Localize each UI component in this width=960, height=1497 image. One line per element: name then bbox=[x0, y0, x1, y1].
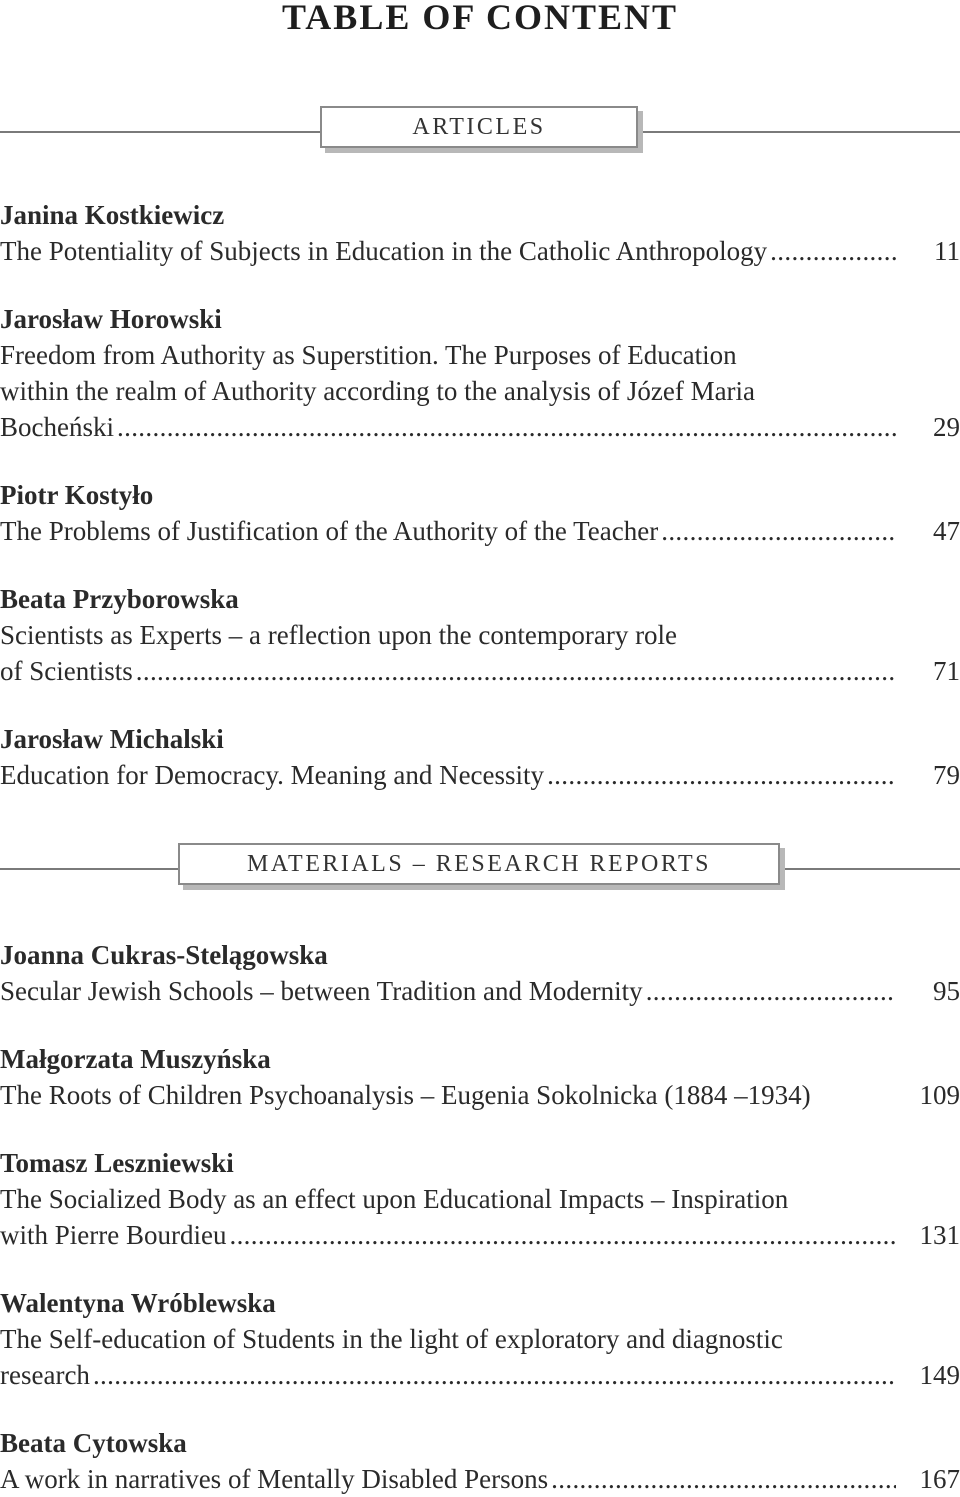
section-heading: MATERIALS – RESEARCH REPORTS bbox=[178, 843, 780, 885]
entry-author: Jarosław Horowski bbox=[0, 304, 222, 334]
page-number: 11 bbox=[934, 236, 960, 266]
entry-title-line: Freedom from Authority as Superstition. The Purposes of Education bbox=[0, 340, 737, 370]
entry-title-line: The Self-education of Students in the light of exploratory and diagnostic bbox=[0, 1324, 783, 1354]
toc-entry bbox=[0, 581, 960, 689]
entry-title: of Scientists bbox=[0, 656, 133, 686]
entry-title: Bocheński bbox=[0, 412, 114, 442]
entry-title-line bbox=[0, 653, 960, 689]
page-number: 131 bbox=[919, 1220, 960, 1250]
section-header-materials bbox=[0, 843, 960, 893]
dot-leader bbox=[93, 1357, 896, 1393]
entry-author: Beata Przyborowska bbox=[0, 584, 239, 614]
dot-leader bbox=[646, 973, 896, 1009]
page-number: 71 bbox=[933, 656, 960, 686]
entry-title-line: The Socialized Body as an effect upon Educational Impacts – Inspiration bbox=[0, 1184, 789, 1214]
dot-leader bbox=[229, 1217, 896, 1253]
dot-leader bbox=[547, 757, 896, 793]
section-heading: ARTICLES bbox=[320, 106, 638, 148]
toc-entry bbox=[0, 1145, 960, 1253]
section-header-articles bbox=[0, 106, 960, 156]
toc-entry bbox=[0, 721, 960, 793]
toc-entry bbox=[0, 477, 960, 549]
toc-entry bbox=[0, 1425, 960, 1497]
entry-author: Jarosław Michalski bbox=[0, 724, 224, 754]
page-number: 149 bbox=[919, 1360, 960, 1390]
page-number: 109 bbox=[919, 1080, 960, 1110]
page-title: TABLE OF CONTENT bbox=[281, 0, 679, 37]
entry-author: Janina Kostkiewicz bbox=[0, 200, 225, 230]
entry-title-line bbox=[0, 757, 960, 793]
entry-title: The Roots of Children Psychoanalysis – Eugenia Sokolnicka (1884 –1934) bbox=[0, 1080, 811, 1110]
toc-entry bbox=[0, 1041, 960, 1113]
entry-title-line bbox=[0, 513, 960, 549]
dot-leader bbox=[770, 233, 896, 269]
entry-title: research bbox=[0, 1360, 90, 1390]
page-number: 79 bbox=[933, 760, 960, 790]
entry-author: Tomasz Leszniewski bbox=[0, 1148, 234, 1178]
entry-title-line bbox=[0, 1077, 960, 1113]
entry-title: A work in narratives of Mentally Disabled Persons bbox=[0, 1464, 549, 1494]
entry-title: Secular Jewish Schools – between Tradition and Modernity bbox=[0, 976, 643, 1006]
entry-author: Joanna Cukras-Stelągowska bbox=[0, 940, 328, 970]
dot-leader bbox=[661, 513, 896, 549]
entry-author: Piotr Kostyło bbox=[0, 480, 154, 510]
entry-title-line bbox=[0, 1461, 960, 1497]
entry-title: Education for Democracy. Meaning and Necessity bbox=[0, 760, 545, 790]
toc-entry bbox=[0, 197, 960, 269]
page-number: 95 bbox=[933, 976, 960, 1006]
dot-leader bbox=[551, 1461, 896, 1497]
entry-title-line bbox=[0, 1357, 960, 1393]
entry-title: The Problems of Justification of the Authority of the Teacher bbox=[0, 516, 659, 546]
dot-leader bbox=[136, 653, 896, 689]
entry-title: The Potentiality of Subjects in Education in the Catholic Anthropology bbox=[0, 236, 768, 266]
dot-leader bbox=[117, 409, 896, 445]
entry-title: with Pierre Bourdieu bbox=[0, 1220, 227, 1250]
entry-title-line bbox=[0, 233, 960, 269]
page-number: 47 bbox=[933, 516, 960, 546]
entry-author: Małgorzata Muszyńska bbox=[0, 1044, 271, 1074]
page-number: 167 bbox=[919, 1464, 960, 1494]
page-number: 29 bbox=[933, 412, 960, 442]
entry-title-line bbox=[0, 409, 960, 445]
entry-title-line: within the realm of Authority according to the analysis of Józef Maria bbox=[0, 376, 756, 406]
entry-title-line: Scientists as Experts – a reflection upon the contemporary role bbox=[0, 620, 678, 650]
toc-entry bbox=[0, 937, 960, 1009]
toc-entry bbox=[0, 1285, 960, 1393]
entry-title-line bbox=[0, 973, 960, 1009]
toc-entry bbox=[0, 301, 960, 445]
entry-title-line bbox=[0, 1217, 960, 1253]
entry-author: Walentyna Wróblewska bbox=[0, 1288, 276, 1318]
entry-author: Beata Cytowska bbox=[0, 1428, 187, 1458]
